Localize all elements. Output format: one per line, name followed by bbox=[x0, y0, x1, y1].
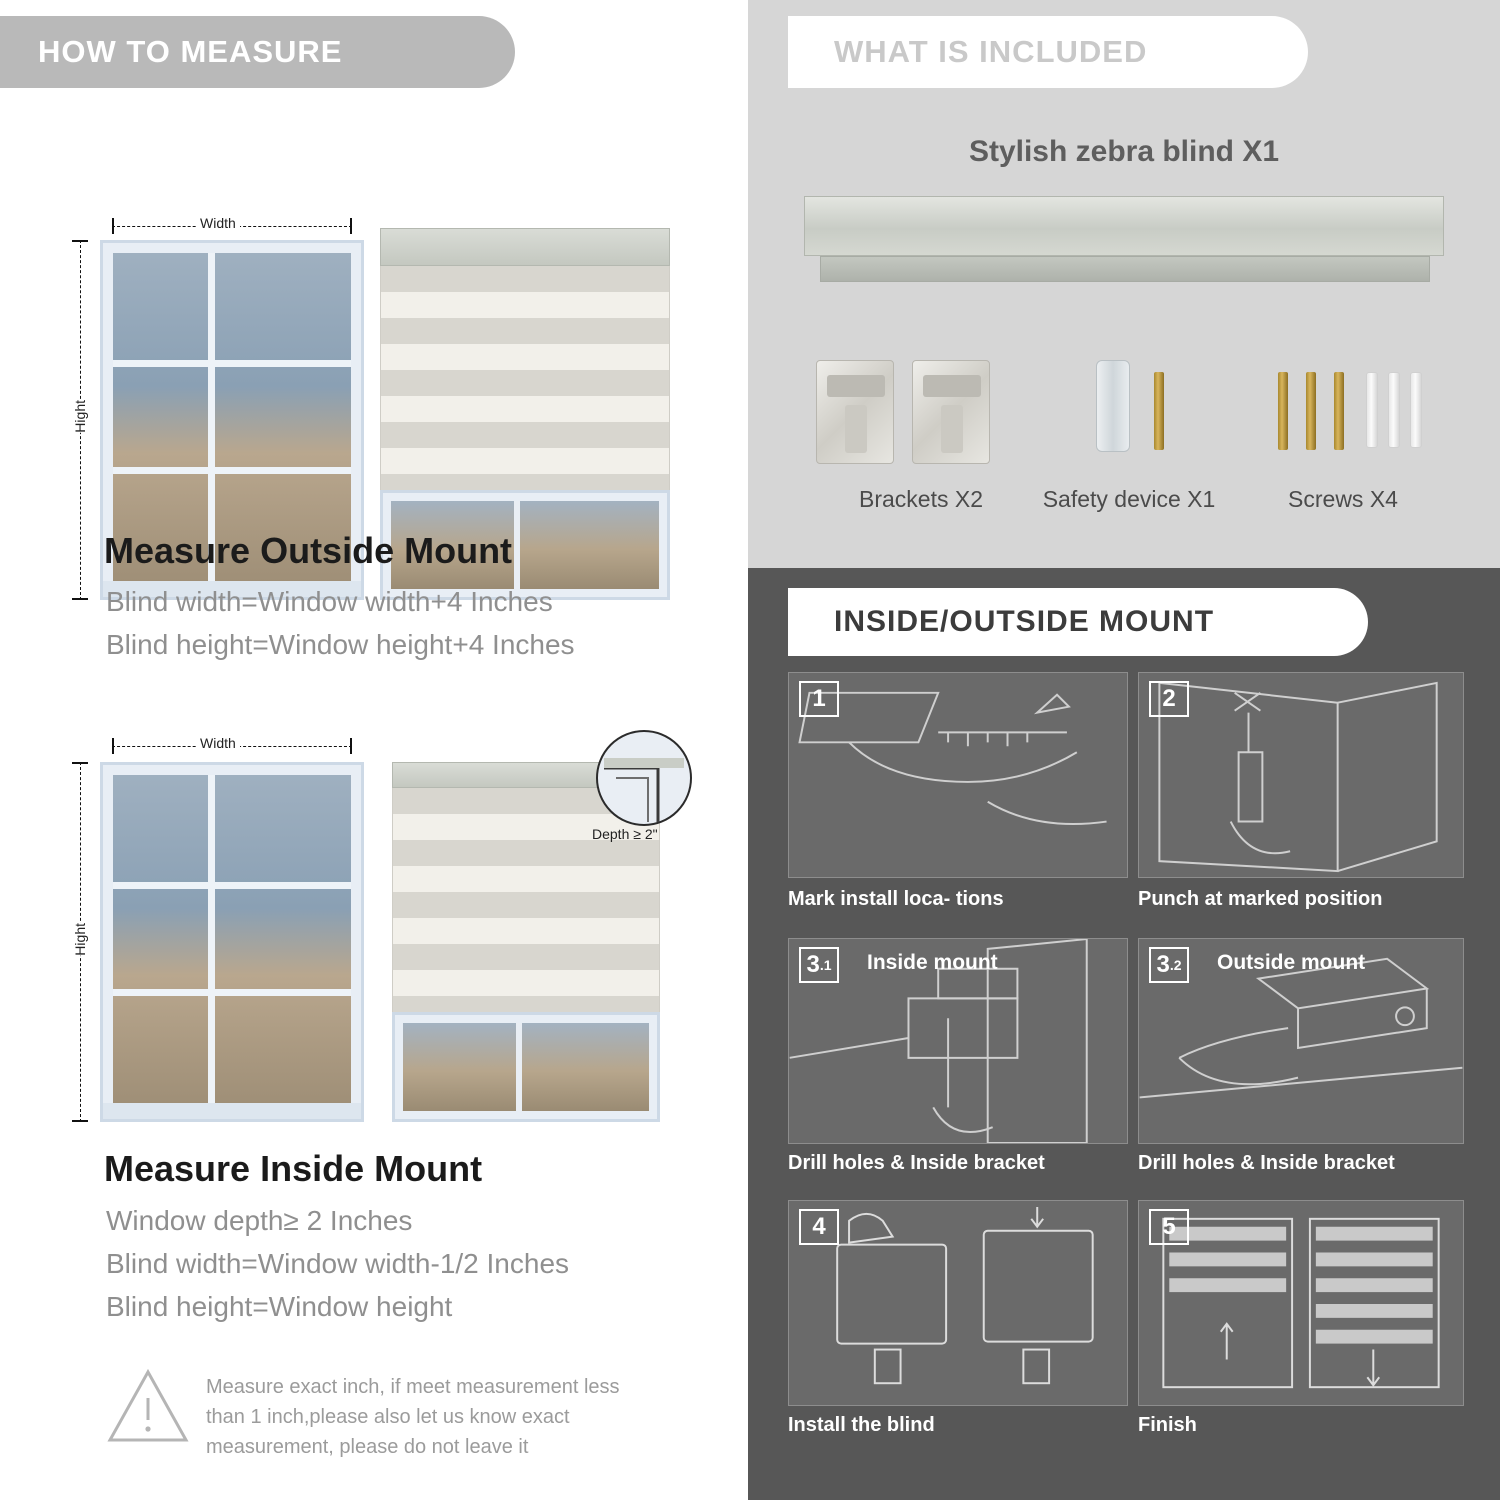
inside-mount-line-3: Blind height=Window height bbox=[106, 1291, 453, 1322]
outside-height-label: Hight bbox=[68, 400, 92, 433]
depth-label: Depth ≥ 2" bbox=[592, 826, 658, 842]
step-3-1-image bbox=[788, 938, 1128, 1144]
safety-device-graphic bbox=[1096, 360, 1130, 452]
inside-width-tick-right bbox=[350, 738, 352, 754]
step-2-caption: Punch at marked position bbox=[1138, 888, 1383, 910]
what-is-included-panel bbox=[748, 0, 1500, 568]
inside-window-glass bbox=[113, 775, 351, 1109]
step-5-number: 5 bbox=[1149, 1209, 1189, 1245]
step-1-image bbox=[788, 672, 1128, 878]
inside-outside-mount-panel bbox=[748, 568, 1500, 1500]
inside-mount-illustration bbox=[0, 718, 740, 1138]
included-part-label-screws: Screws X4 bbox=[1288, 486, 1398, 512]
depth-callout-circle bbox=[596, 730, 692, 826]
how-to-measure-header: HOW TO MEASURE bbox=[0, 16, 515, 88]
step-3-1-caption: Drill holes & Inside bracket bbox=[788, 1152, 1045, 1174]
step-4-caption: Install the blind bbox=[788, 1414, 935, 1436]
inside-width-tick-left bbox=[112, 738, 114, 754]
step-3-2-number: 3 .2 bbox=[1149, 947, 1189, 983]
outside-width-tick-right bbox=[350, 218, 352, 234]
step-3-2-caption: Drill holes & Inside bracket bbox=[1138, 1152, 1395, 1174]
step-3-1-inline-label: Inside mount bbox=[867, 951, 998, 974]
outside-blind-headrail bbox=[380, 228, 670, 266]
step-2-number: 2 bbox=[1149, 681, 1189, 717]
outside-blind-fabric bbox=[380, 266, 670, 490]
outside-height-tick-top bbox=[72, 240, 88, 242]
step-2-image bbox=[1138, 672, 1464, 878]
outside-width-label: Width bbox=[196, 215, 240, 231]
outside-mount-title: Measure Outside Mount bbox=[104, 530, 513, 571]
bracket-graphic-1 bbox=[816, 360, 894, 464]
safety-screw-graphic bbox=[1154, 372, 1164, 450]
inside-window-graphic bbox=[100, 762, 364, 1122]
anchor-graphic-2 bbox=[1388, 372, 1400, 448]
inside-mount-line-2: Blind width=Window width-1/2 Inches bbox=[106, 1248, 570, 1279]
step-5-caption: Finish bbox=[1138, 1414, 1197, 1436]
inside-height-tick-bottom bbox=[72, 1120, 88, 1122]
inside-mount-title: Measure Inside Mount bbox=[104, 1148, 483, 1189]
included-part-label-brackets: Brackets X2 bbox=[859, 486, 983, 512]
zebra-blind-headrail-underside bbox=[820, 256, 1430, 282]
inside-blind-lower-window bbox=[392, 1012, 660, 1122]
inside-outside-mount-header: INSIDE/OUTSIDE MOUNT bbox=[788, 588, 1368, 656]
warning-text: Measure exact inch, if meet measurement less than 1 inch,please also let us know exact measurement, please do not leave it bbox=[206, 1376, 620, 1458]
anchor-graphic-3 bbox=[1410, 372, 1422, 448]
inside-width-label: Width bbox=[196, 735, 240, 751]
outside-width-tick-left bbox=[112, 218, 114, 234]
step-4-image bbox=[788, 1200, 1128, 1406]
screw-graphic-3 bbox=[1334, 372, 1344, 450]
what-is-included-header: WHAT IS INCLUDED bbox=[788, 16, 1308, 88]
outside-mount-illustration bbox=[0, 100, 740, 520]
outside-height-tick-bottom bbox=[72, 598, 88, 600]
screw-graphic-1 bbox=[1278, 372, 1288, 450]
step-3-2-inline-label: Outside mount bbox=[1217, 951, 1366, 974]
anchor-graphic-1 bbox=[1366, 372, 1378, 448]
step-3-2-image bbox=[1138, 938, 1464, 1144]
warning-icon bbox=[106, 1368, 190, 1444]
included-main-item-label: Stylish zebra blind X1 bbox=[968, 135, 1280, 168]
inside-window-sill bbox=[103, 1103, 361, 1119]
step-3-1-number: 3 .1 bbox=[799, 947, 839, 983]
outside-mount-line-2: Blind height=Window height+4 Inches bbox=[106, 629, 575, 660]
inside-mount-line-1: Window depth≥ 2 Inches bbox=[106, 1205, 413, 1236]
step-4-number: 4 bbox=[799, 1209, 839, 1245]
inside-height-label: Hight bbox=[68, 923, 92, 956]
outside-mount-line-1: Blind width=Window width+4 Inches bbox=[106, 586, 553, 617]
step-1-caption: Mark install loca- tions bbox=[788, 888, 1004, 910]
inside-height-tick-top bbox=[72, 762, 88, 764]
bracket-graphic-2 bbox=[912, 360, 990, 464]
inside-blind-lower-glass bbox=[403, 1023, 649, 1111]
step-1-number: 1 bbox=[799, 681, 839, 717]
how-to-measure-panel bbox=[0, 0, 740, 1500]
screw-graphic-2 bbox=[1306, 372, 1316, 450]
included-part-label-safety: Safety device X1 bbox=[1042, 486, 1216, 512]
zebra-blind-headrail-graphic bbox=[804, 196, 1444, 256]
step-5-image bbox=[1138, 1200, 1464, 1406]
